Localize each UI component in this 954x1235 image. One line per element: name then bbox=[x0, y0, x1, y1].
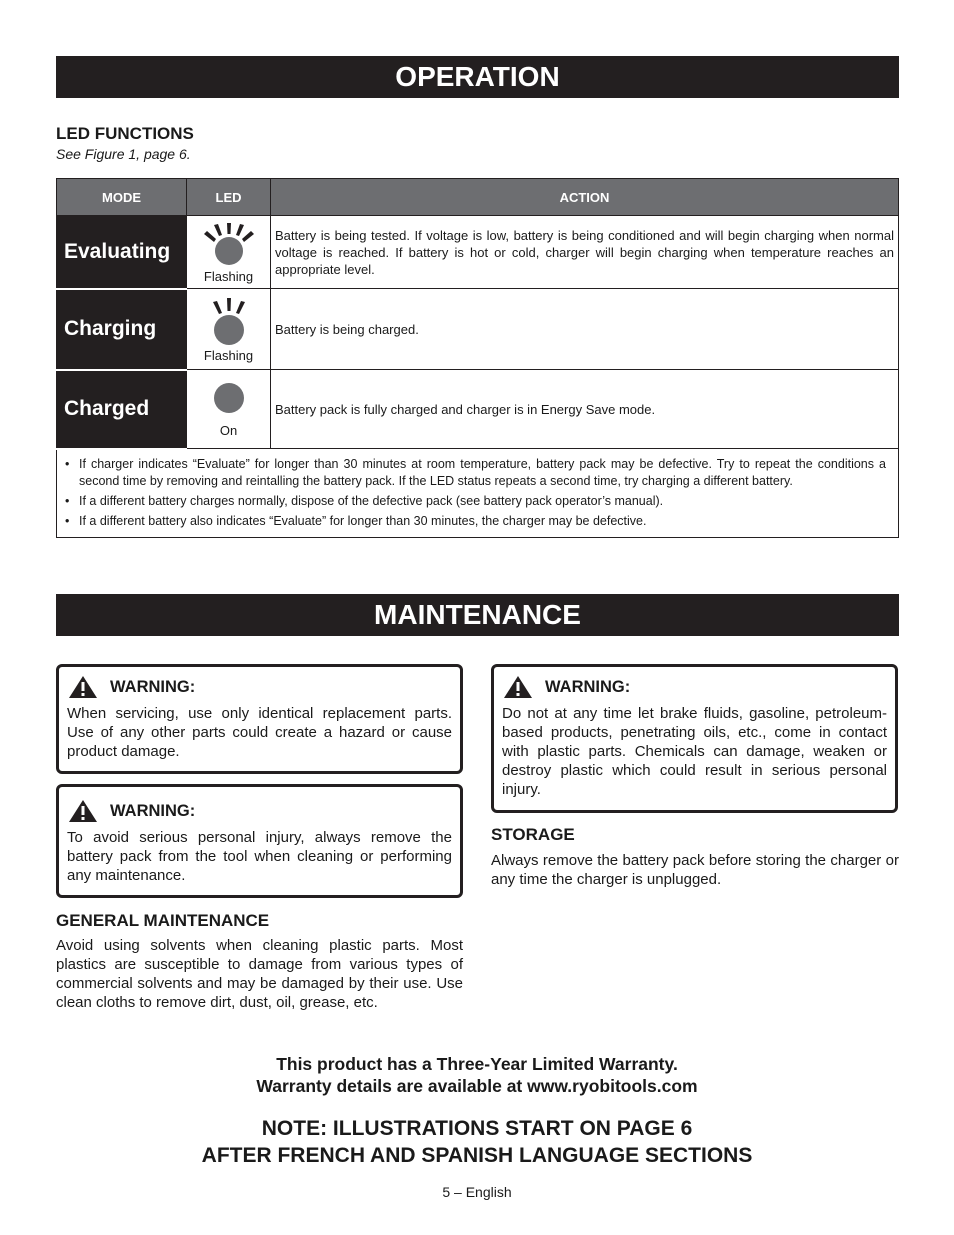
warning-label: WARNING: bbox=[110, 801, 196, 820]
warning-text: To avoid serious personal injury, always remove the battery pack from the tool when cleaning or performing any maintenance. bbox=[67, 829, 452, 884]
led-cell bbox=[187, 289, 271, 370]
storage-text: Always remove the battery pack before storing the charger or any time the charger is unplugged. bbox=[491, 852, 899, 888]
led-column-header: LED bbox=[187, 179, 271, 216]
action-charging: Battery is being charged. bbox=[271, 289, 899, 370]
notes-list bbox=[63, 456, 886, 530]
warning-text: When servicing, use only identical replacement parts. Use of any other parts could create a hazard or cause product damage. bbox=[67, 705, 452, 760]
led-cell bbox=[187, 370, 271, 449]
led-state-label: Flashing bbox=[203, 268, 254, 284]
note-item: • If a different battery also indicates “Evaluate” for longer than 30 minutes, the charger may be defective. bbox=[63, 513, 886, 530]
table-row bbox=[57, 289, 899, 370]
operation-banner: OPERATION bbox=[56, 56, 899, 98]
warning-box-replacement-parts bbox=[56, 664, 463, 774]
led-functions-table bbox=[56, 178, 899, 538]
action-column-header: ACTION bbox=[271, 179, 899, 216]
mode-column-header: MODE bbox=[57, 179, 187, 216]
led-flashing-icon bbox=[203, 296, 255, 346]
table-row bbox=[57, 216, 899, 289]
table-notes bbox=[57, 449, 899, 538]
page-number: 5 – English bbox=[442, 1184, 512, 1200]
warning-box-remove-battery bbox=[56, 784, 463, 898]
led-flashing-icon bbox=[203, 221, 255, 265]
mode-charged: Charged bbox=[57, 370, 187, 449]
maintenance-banner: MAINTENANCE bbox=[56, 594, 899, 636]
figure-reference: See Figure 1, page 6. bbox=[56, 146, 191, 162]
mode-charging: Charging bbox=[57, 289, 187, 370]
mode-evaluating: Evaluating bbox=[57, 216, 187, 289]
warranty-line-2: Warranty details are available at www.ryobitools.com bbox=[256, 1076, 698, 1096]
warning-label: WARNING: bbox=[545, 677, 631, 696]
table-header-row bbox=[57, 179, 899, 216]
led-state-label: Flashing bbox=[203, 347, 254, 363]
action-charged: Battery pack is fully charged and charger is in Energy Save mode. bbox=[271, 370, 899, 449]
warning-text: Do not at any time let brake fluids, gasoline, petroleum-based products, penetrating oils, etc., come in contact with plastic parts. Chemicals can damage, weaken or destroy plastic which could result in serious personal injury. bbox=[502, 705, 887, 798]
storage-heading: STORAGE bbox=[491, 825, 575, 844]
led-functions-heading: LED FUNCTIONS bbox=[56, 124, 194, 143]
warning-title bbox=[67, 675, 452, 699]
led-state-label: On bbox=[219, 422, 238, 438]
warning-title bbox=[67, 799, 452, 823]
warning-box-chemicals bbox=[491, 664, 898, 813]
note-item: • If charger indicates “Evaluate” for longer than 30 minutes at room temperature, battery pack may be defective. Try to repeat the conditions a second time by removing and reintalling the battery pack. If the LED status repeats a second time, try charging a different battery. bbox=[63, 456, 886, 490]
warning-title bbox=[502, 675, 887, 699]
led-cell bbox=[187, 216, 271, 289]
action-evaluating: Battery is being tested. If voltage is low, battery is being conditioned and will begin charging when normal voltage is reached. If battery is hot or cold, charger will begin charging when temperature reaches an appropriate level. bbox=[271, 216, 899, 289]
general-maintenance-heading: GENERAL MAINTENANCE bbox=[56, 911, 270, 930]
note-item: • If a different battery charges normally, dispose of the defective pack (see battery pack operator’s manual). bbox=[63, 493, 886, 510]
illustrations-note-line-1: NOTE: ILLUSTRATIONS START ON PAGE 6 bbox=[261, 1117, 693, 1140]
table-notes-row bbox=[57, 449, 899, 538]
warning-triangle-icon bbox=[503, 675, 533, 699]
illustrations-note-line-2: AFTER FRENCH AND SPANISH LANGUAGE SECTIONS bbox=[201, 1144, 753, 1167]
warning-triangle-icon bbox=[68, 799, 98, 823]
led-on-icon bbox=[212, 381, 246, 415]
warranty-line-1: This product has a Three-Year Limited Warranty. bbox=[276, 1054, 678, 1074]
warning-label: WARNING: bbox=[110, 677, 196, 696]
table-row bbox=[57, 370, 899, 449]
general-maintenance-text: Avoid using solvents when cleaning plastic parts. Most plastics are susceptible to damage from various types of commercial solvents and may be damaged by their use. Use clean cloths to remove dirt, dust, oil, grease, etc. bbox=[56, 937, 463, 1011]
warning-triangle-icon bbox=[68, 675, 98, 699]
